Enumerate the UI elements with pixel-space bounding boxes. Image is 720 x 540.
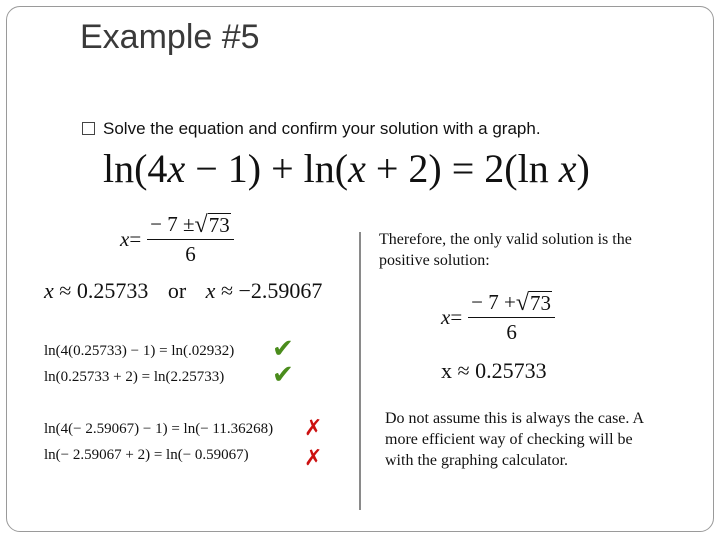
cross-icon: ✗ — [304, 446, 323, 471]
equation-part: − 1) + ln( — [185, 146, 349, 191]
radical-sign: √ — [515, 290, 530, 316]
equation-part: ln(4 — [103, 146, 168, 191]
note-text: Do not assume this is always the case. A more efficient way of checking will be with the graphing calculator. — [385, 410, 644, 469]
approx-second: ≈ −2.59067 — [215, 278, 323, 303]
formula-lhs — [441, 305, 462, 330]
radicand: 73 — [208, 212, 230, 237]
radical-sign: √ — [194, 212, 208, 238]
formula-denominator: 6 — [185, 242, 196, 266]
bullet-text: Solve the equation and confirm your solution with a graph. — [103, 119, 541, 138]
valid-solution-formula — [441, 290, 555, 345]
approx-variable: x — [44, 278, 54, 303]
equation-variable: x — [348, 146, 366, 191]
numerator-prefix: − 7 + — [471, 290, 516, 314]
equation-part: ) — [576, 146, 590, 191]
formula-denominator: 6 — [506, 320, 517, 344]
valid-solution-approx: x ≈ 0.25733 — [441, 358, 547, 383]
main-equation — [103, 145, 590, 192]
check-icon: ✔ — [272, 360, 294, 390]
vertical-divider — [359, 232, 361, 510]
quadratic-formula — [120, 212, 234, 267]
formula-variable: x — [120, 227, 130, 251]
approx-solutions — [44, 278, 322, 304]
bullet-row — [82, 119, 541, 139]
radicand: 73 — [530, 290, 552, 315]
checkbox-bullet-icon — [82, 122, 95, 135]
numerator-prefix: − 7 ± — [150, 212, 195, 236]
formula-fraction — [468, 290, 555, 345]
equation-part: + 2) = 2(ln — [365, 146, 559, 191]
cross-icon: ✗ — [304, 416, 323, 441]
sqrt-symbol — [516, 291, 552, 315]
formula-lhs — [120, 227, 141, 252]
approx-first: ≈ 0.25733 — [53, 278, 149, 303]
check-line-4: ln(− 2.59067 + 2) = ln(− 0.59067) — [44, 447, 249, 463]
check-line-2: ln(0.25733 + 2) = ln(2.25733) — [44, 369, 225, 385]
check-line-3: ln(4(− 2.59067) − 1) = ln(− 11.36268) — [44, 421, 274, 437]
formula-variable: x — [441, 305, 451, 329]
slide-title: Example #5 — [80, 18, 260, 56]
formula-numerator — [147, 212, 234, 240]
sqrt-symbol — [195, 213, 231, 237]
formula-equals: = — [450, 305, 463, 329]
equation-variable: x — [167, 146, 186, 191]
approx-or: or — [167, 278, 187, 303]
conclusion-text: Therefore, the only valid solution is the positive solution: — [379, 231, 632, 269]
formula-fraction — [147, 212, 234, 267]
formula-equals: = — [129, 227, 142, 251]
check-icon: ✔ — [272, 334, 294, 364]
check-line-1: ln(4(0.25733) − 1) = ln(.02932) — [44, 343, 235, 359]
approx-variable: x — [205, 278, 216, 303]
equation-variable: x — [558, 146, 577, 191]
formula-numerator — [468, 290, 555, 318]
